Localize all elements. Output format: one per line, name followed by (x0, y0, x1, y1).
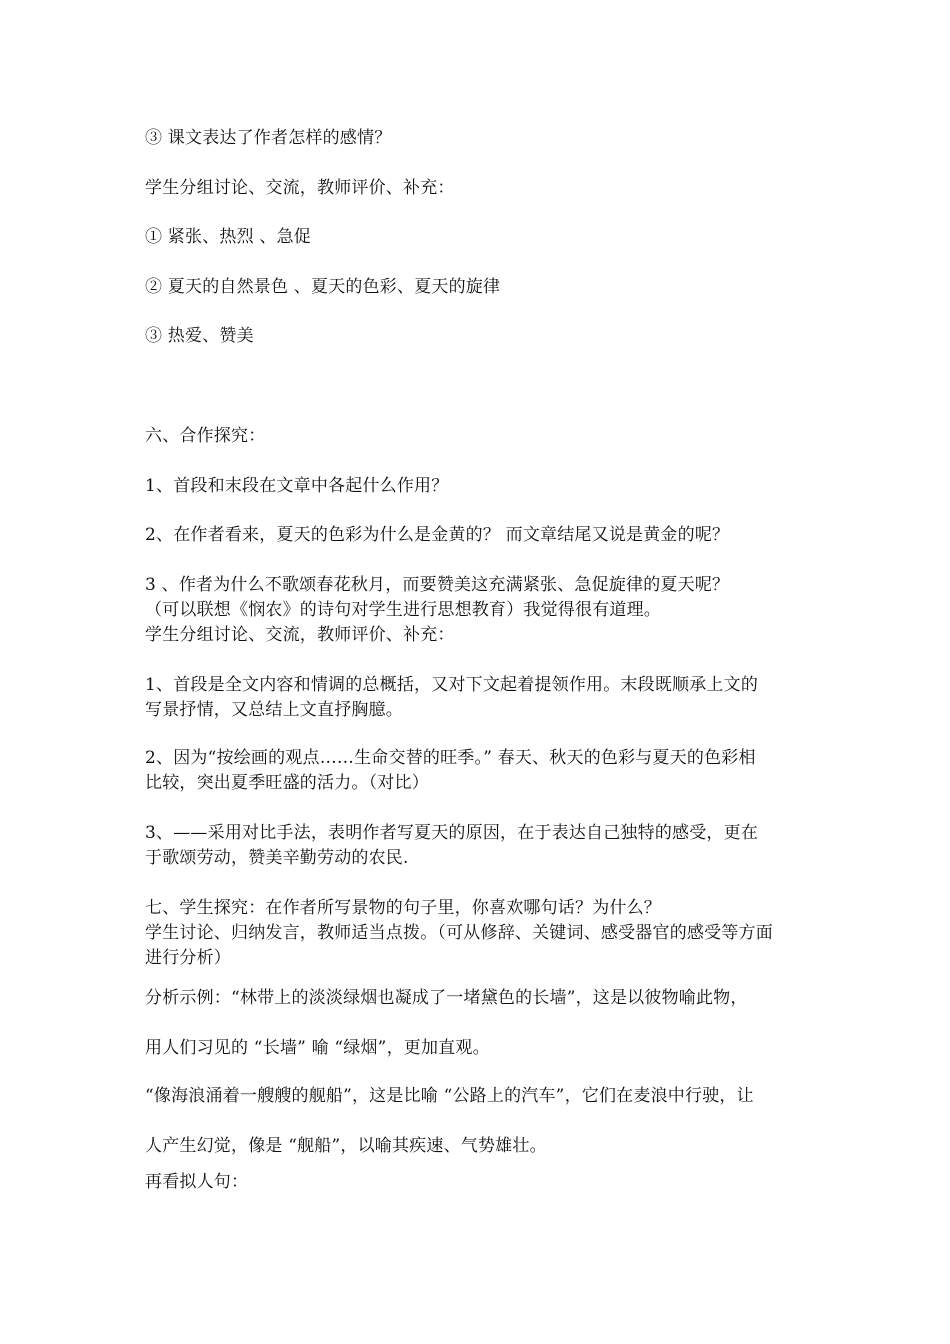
text-line: ③ 热爱、赞美 (145, 326, 254, 346)
text-line: 用人们习见的 “长墙” 喻 “绿烟”，更加直观。 (145, 1038, 490, 1058)
text-line: 分析示例：“林带上的淡淡绿烟也凝成了一堵黛色的长墙”，这是以彼物喻此物， (145, 988, 748, 1008)
text-line: （可以联想《悯农》的诗句对学生进行思想教育）我觉得很有道理。 (145, 600, 661, 620)
text-line: 于歌颂劳动，赞美辛勤劳动的农民. (145, 848, 409, 868)
text-line: 比较，突出夏季旺盛的活力。（对比） (145, 773, 429, 793)
text-line: 再看拟人句： (145, 1172, 249, 1192)
text-line: 学生分组讨论、交流，教师评价、补充： (145, 625, 455, 645)
text-line: ② 夏天的自然景色 、夏天的色彩、夏天的旋律 (145, 277, 501, 297)
text-line: 1、首段是全文内容和情调的总概括，又对下文起着提领作用。末段既顺承上文的 (145, 675, 759, 695)
text-line: 学生讨论、归纳发言，教师适当点拨。（可从修辞、关键词、感受器官的感受等方面 (145, 923, 773, 943)
text-line: ① 紧张、热烈 、急促 (145, 227, 312, 247)
text-line: 写景抒情，又总结上文直抒胸臆。 (145, 700, 403, 720)
text-line: 2、在作者看来，夏天的色彩为什么是金黄的？ 而文章结尾又说是黄金的呢？ (145, 525, 730, 545)
text-line: 3、——采用对比手法，表明作者写夏天的原因，在于表达自己独特的感受，更在 (145, 823, 759, 843)
text-line: ③ 课文表达了作者怎样的感情？ (145, 128, 392, 148)
text-line: 1、首段和末段在文章中各起什么作用？ (145, 476, 449, 496)
section-heading: 七、学生探究：在作者所写景物的句子里，你喜欢哪句话？为什么？ (145, 898, 661, 918)
text-line: 2、因为“按绘画的观点……生命交替的旺季。” 春天、秋天的色彩与夏天的色彩相 (145, 748, 756, 768)
text-line: 进行分析） (145, 948, 231, 968)
text-line: 3 、作者为什么不歌颂春花秋月，而要赞美这充满紧张、急促旋律的夏天呢？ (145, 575, 730, 595)
text-line: “像海浪涌着一艘艘的舰船”，这是比喻 “公路上的汽车”，它们在麦浪中行驶，让 (145, 1086, 754, 1106)
text-line: 学生分组讨论、交流，教师评价、补充： (145, 178, 455, 198)
section-heading: 六、合作探究： (145, 426, 266, 446)
text-line: 人产生幻觉，像是 “舰船”，以喻其疾速、气势雄壮。 (145, 1136, 547, 1156)
